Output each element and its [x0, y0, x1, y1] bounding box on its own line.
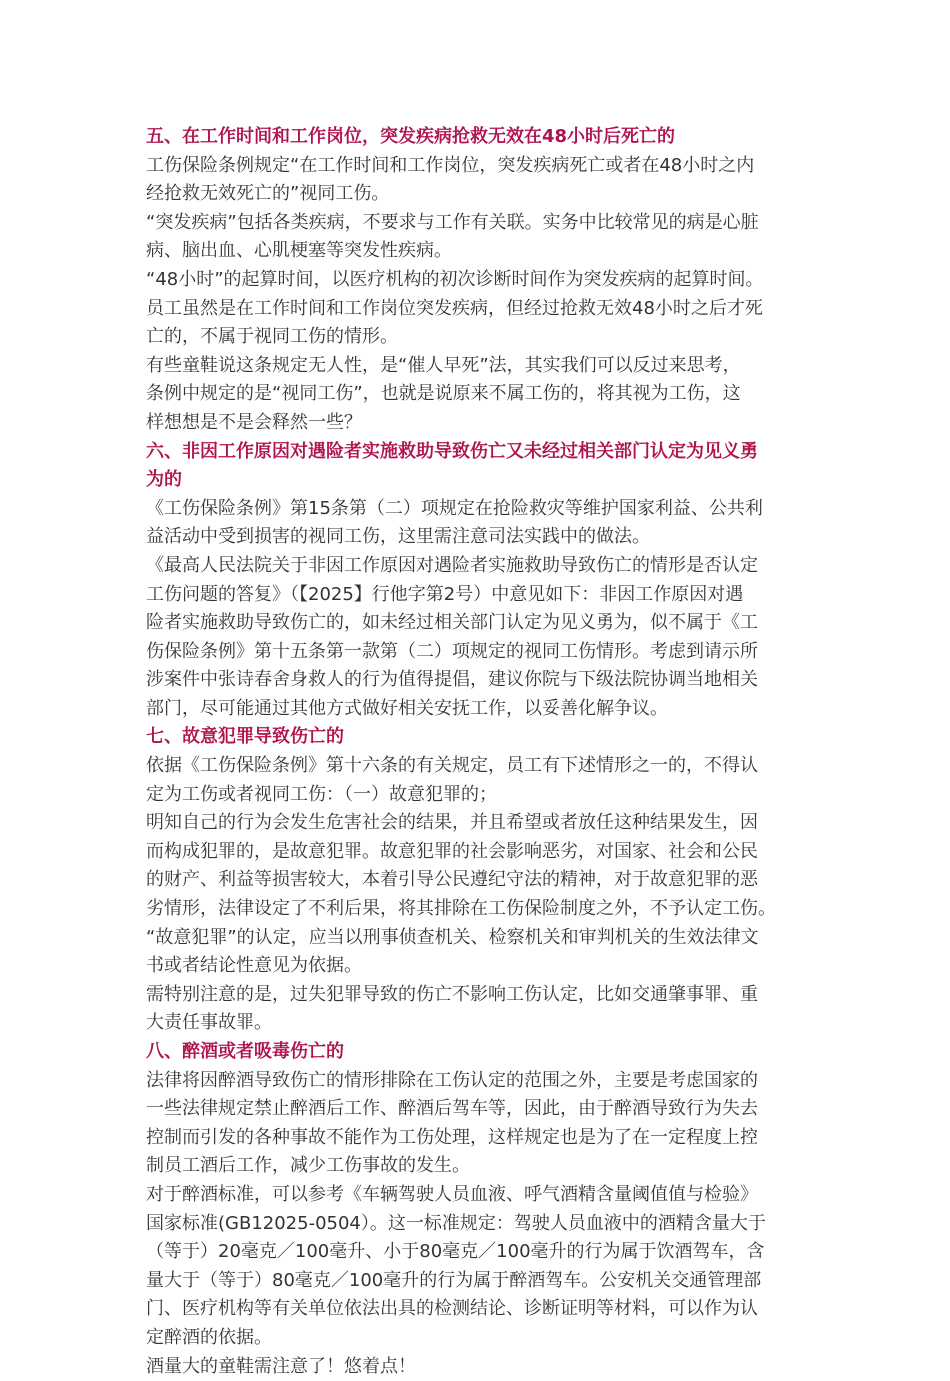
- text-line: 《工伤保险条例》第15条第（二）项规定在抢险救灾等维护国家利益、公共利: [146, 497, 763, 519]
- text-line: 明知自己的行为会发生危害社会的结果，并且希望或者放任这种结果发生，因: [146, 812, 758, 834]
- paragraph: [146, 924, 810, 981]
- paragraph: [146, 1353, 810, 1381]
- heading-line: 为的: [146, 469, 182, 491]
- section-6: [146, 438, 810, 724]
- text-line: 益活动中受到损害的视同工伤，这里需注意司法实践中的做法。: [146, 526, 650, 548]
- paragraph: [146, 266, 810, 352]
- text-line: “48小时”的起算时间，以医疗机构的初次诊断时间作为突发疾病的起算时间。: [146, 268, 764, 290]
- paragraph: [146, 552, 810, 724]
- text-line: 《最高人民法院关于非因工作原因对遇险者实施救助导致伤亡的情形是否认定: [146, 554, 758, 576]
- text-line: 量大于（等于）80毫克／100毫升的行为属于醉酒驾车。公安机关交通管理部: [146, 1269, 762, 1291]
- text-line: 条例中规定的是“视同工伤”，也就是说原来不属工伤的，将其视为工伤，这: [146, 383, 741, 405]
- section-8: [146, 1038, 810, 1381]
- text-line: 定醉酒的依据。: [146, 1326, 272, 1348]
- section-heading: [146, 438, 810, 495]
- text-line: 依据《工伤保险条例》第十六条的有关规定，员工有下述情形之一的，不得认: [146, 755, 758, 777]
- section-heading: [146, 1038, 810, 1067]
- paragraph: [146, 495, 810, 552]
- paragraph: [146, 209, 810, 266]
- paragraph: [146, 152, 810, 209]
- text-line: 有些童鞋说这条规定无人性，是“催人早死”法，其实我们可以反过来思考，: [146, 354, 741, 376]
- text-line: “故意犯罪”的认定，应当以刑事侦查机关、检察机关和审判机关的生效法律文: [146, 926, 759, 948]
- paragraph: [146, 809, 810, 923]
- heading-line: 六、非因工作原因对遇险者实施救助导致伤亡又未经过相关部门认定为见义勇: [146, 440, 758, 462]
- text-line: 国家标准(GB12025-0504）。这一标准规定：驾驶人员血液中的酒精含量大于: [146, 1212, 766, 1234]
- text-line: 劣情形，法律设定了不利后果，将其排除在工伤保险制度之外，不予认定工伤。: [146, 898, 776, 920]
- paragraph: [146, 352, 810, 438]
- text-line: 样想想是不是会释然一些？: [146, 411, 362, 433]
- text-line: 一些法律规定禁止醉酒后工作、醉酒后驾车等，因此，由于醉酒导致行为失去: [146, 1098, 758, 1120]
- document-body: [146, 123, 810, 1381]
- section-5: [146, 123, 810, 438]
- text-line: 工伤保险条例规定“在工作时间和工作岗位，突发疾病死亡或者在48小时之内: [146, 154, 755, 176]
- text-line: 部门，尽可能通过其他方式做好相关安抚工作，以妥善化解争议。: [146, 697, 668, 719]
- text-line: 书或者结论性意见为依据。: [146, 955, 362, 977]
- text-line: 而构成犯罪的，是故意犯罪。故意犯罪的社会影响恶劣，对国家、社会和公民: [146, 840, 758, 862]
- text-line: 伤保险条例》第十五条第一款第（二）项规定的视同工伤情形。考虑到请示所: [146, 640, 758, 662]
- heading-line: 八、醉酒或者吸毒伤亡的: [146, 1041, 344, 1062]
- paragraph: [146, 1067, 810, 1181]
- text-line: 工伤问题的答复》（【2025】行他字第2号）中意见如下：非因工作原因对遇: [146, 583, 744, 605]
- text-line: 法律将因醉酒导致伤亡的情形排除在工伤认定的范围之外，主要是考虑国家的: [146, 1069, 758, 1091]
- text-line: 需特别注意的是，过失犯罪导致的伤亡不影响工伤认定，比如交通肇事罪、重: [146, 983, 758, 1005]
- text-line: 的财产、利益等损害较大，本着引导公民遵纪守法的精神，对于故意犯罪的恶: [146, 869, 758, 891]
- paragraph: [146, 1181, 810, 1353]
- text-line: 对于醉酒标准，可以参考《车辆驾驶人员血液、呼气酒精含量阈值值与检验》: [146, 1183, 758, 1205]
- paragraph: [146, 981, 810, 1038]
- text-line: 制员工酒后工作，减少工伤事故的发生。: [146, 1155, 470, 1177]
- section-heading: [146, 123, 810, 152]
- text-line: 门、医疗机构等有关单位依法出具的检测结论、诊断证明等材料，可以作为认: [146, 1298, 758, 1320]
- text-line: 酒量大的童鞋需注意了！悠着点！: [146, 1355, 416, 1377]
- heading-line: 七、故意犯罪导致伤亡的: [146, 726, 344, 748]
- text-line: 经抢救无效死亡的”视同工伤。: [146, 183, 390, 205]
- text-line: 病、脑出血、心肌梗塞等突发性疾病。: [146, 240, 452, 262]
- text-line: （等于）20毫克／100毫升、小于80毫克／100毫升的行为属于饮酒驾车，含: [146, 1241, 765, 1263]
- section-7: [146, 723, 810, 1038]
- paragraph: [146, 752, 810, 809]
- text-line: 涉案件中张诗春舍身救人的行为值得提倡，建议你院与下级法院协调当地相关: [146, 669, 758, 691]
- text-line: 控制而引发的各种事故不能作为工伤处理，这样规定也是为了在一定程度上控: [146, 1126, 758, 1148]
- text-line: 员工虽然是在工作时间和工作岗位突发疾病，但经过抢救无效48小时之后才死: [146, 297, 763, 319]
- text-line: “突发疾病”包括各类疾病，不要求与工作有关联。实务中比较常见的病是心脏: [146, 211, 759, 233]
- heading-line: 五、在工作时间和工作岗位，突发疾病抢救无效在48小时后死亡的: [146, 126, 676, 147]
- text-line: 亡的，不属于视同工伤的情形。: [146, 326, 398, 348]
- section-heading: [146, 723, 810, 752]
- text-line: 大责任事故罪。: [146, 1012, 272, 1034]
- text-line: 险者实施救助导致伤亡的，如未经过相关部门认定为见义勇为，似不属于《工: [146, 612, 758, 634]
- text-line: 定为工伤或者视同工伤：（一）故意犯罪的；: [146, 783, 497, 805]
